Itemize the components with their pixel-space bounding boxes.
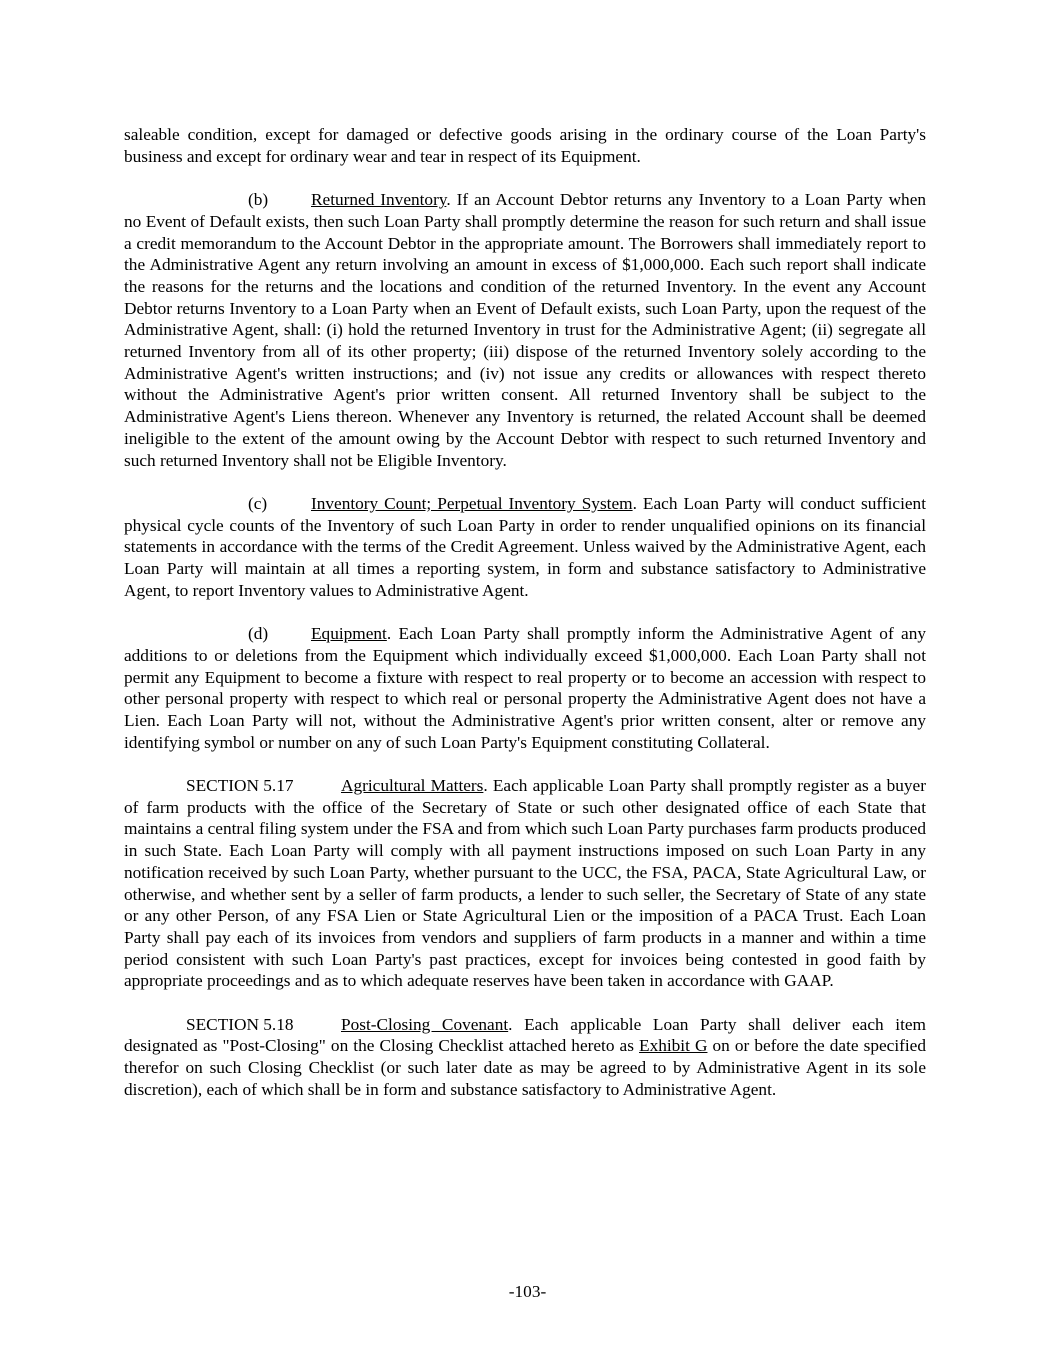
paragraph-heading: Inventory Count; Perpetual Inventory System bbox=[311, 493, 633, 513]
paragraph-heading: Returned Inventory bbox=[311, 190, 447, 210]
paragraph-heading: Equipment bbox=[311, 624, 387, 644]
section-text: . Each applicable Loan Party shall deliver each item designated as "Post-Closing" on the Closing Checklist attached hereto as bbox=[124, 1014, 926, 1056]
paragraph-text: . Each Loan Party shall promptly inform the Administrative Agent of any additions to or deletions from the Equipment which individually exceed $1,000,000. Each Loan Party shall not permit any Equipment to become a fixture with respect to real property or to become an accession with respect to other personal property with respect to which real or personal property the Administrative Agent does not have a Lien. Each Loan Party will not, without the Administrative Agent's prior written consent, alter or remove any identifying symbol or number on any of such Loan Party's Equipment constituting Collateral. bbox=[124, 624, 926, 752]
paragraph-text: . Each Loan Party will conduct sufficient physical cycle counts of the Inventory of such Loan Party in order to render unqualified opinions on its financial statements in accordance with the terms of the Credit Agreement. Unless waived by the Administrative Agent, each Loan Party will maintain at all times a reporting system, in form and substance satisfactory to Administrative Agent, to report Inventory values to Administrative Agent. bbox=[124, 493, 926, 600]
section-label: SECTION 5.17 bbox=[186, 776, 294, 796]
section-label: SECTION 5.18 bbox=[186, 1014, 294, 1034]
paragraph-b-returned-inventory bbox=[124, 189, 926, 471]
paragraph-continuation bbox=[124, 124, 926, 167]
paragraph-text: saleable condition, except for damaged or defective goods arising in the ordinary course of the Loan Party's business and except for ordinary wear and tear in respect of its Equipment. bbox=[124, 125, 926, 166]
paragraph-label: (c) bbox=[248, 493, 268, 513]
exhibit-reference: Exhibit G bbox=[639, 1036, 708, 1056]
section-text: . Each applicable Loan Party shall promptly register as a buyer of farm products with the office of the Secretary of State or such other designated office of each State that maintains a central filing system under the FSA and from which such Loan Party purchases farm products produced in such State. Each Loan Party will comply with all payment instructions imposed on such Loan Party in any notification received by such Loan Party, whether pursuant to the UCC, the FSA, PACA, State Agricultural Law, or otherwise, and whether sent by a seller of farm products, a lender to such seller, the Secretary of State of any state or any other Person, of any FSA Lien or State Agricultural Lien or the imposition of a PACA Trust. Each Loan Party shall pay each of its invoices from vendors and suppliers of farm products in a manner and within a time period consistent with such Loan Party's past practices, except for invoices being contested in good faith by appropriate proceedings and as to which adequate reserves have been taken in accordance with GAAP. bbox=[124, 776, 926, 991]
section-text-continued: on or before the date specified therefor on such Closing Checklist (or such later date as may be agreed to by Administrative Agent in its sole discretion), each of which shall be in form and substance satisfactory to Administrative Agent. bbox=[124, 1036, 926, 1099]
paragraph-label: (d) bbox=[248, 624, 269, 644]
paragraph-c-inventory-count bbox=[124, 493, 926, 602]
page-number: -103- bbox=[508, 1282, 547, 1301]
section-5-18-post-closing-covenant bbox=[124, 1014, 926, 1101]
paragraph-d-equipment bbox=[124, 623, 926, 753]
paragraph-text: . If an Account Debtor returns any Inventory to a Loan Party when no Event of Default exists, then such Loan Party shall promptly determine the reason for such return and shall issue a credit memorandum to the Account Debtor in the appropriate amount. The Borrowers shall immediately report to the Administrative Agent any return involving an amount in excess of $1,000,000. Each such report shall indicate the reasons for the returns and the locations and condition of the returned Inventory. In the event any Account Debtor returns Inventory to a Loan Party when an Event of Default exists, such Loan Party, upon the request of the Administrative Agent, shall: (i) hold the returned Inventory in trust for the Administrative Agent; (ii) segregate all returned Inventory from all of its other property; (iii) dispose of the returned Inventory solely according to the Administrative Agent's written instructions; and (iv) not issue any credits or allowances with respect thereto without the Administrative Agent's prior written consent. All returned Inventory shall be subject to the Administrative Agent's Liens thereon. Whenever any Inventory is returned, the related Account shall be deemed ineligible to the extent of the amount owing by the Account Debtor with respect to such returned Inventory and such returned Inventory shall not be Eligible Inventory. bbox=[124, 190, 927, 470]
section-5-17-agricultural-matters bbox=[124, 775, 926, 992]
section-heading: Agricultural Matters bbox=[341, 776, 484, 796]
paragraph-label: (b) bbox=[248, 190, 269, 210]
section-heading: Post-Closing Covenant bbox=[341, 1014, 509, 1034]
document-body bbox=[124, 124, 926, 1122]
